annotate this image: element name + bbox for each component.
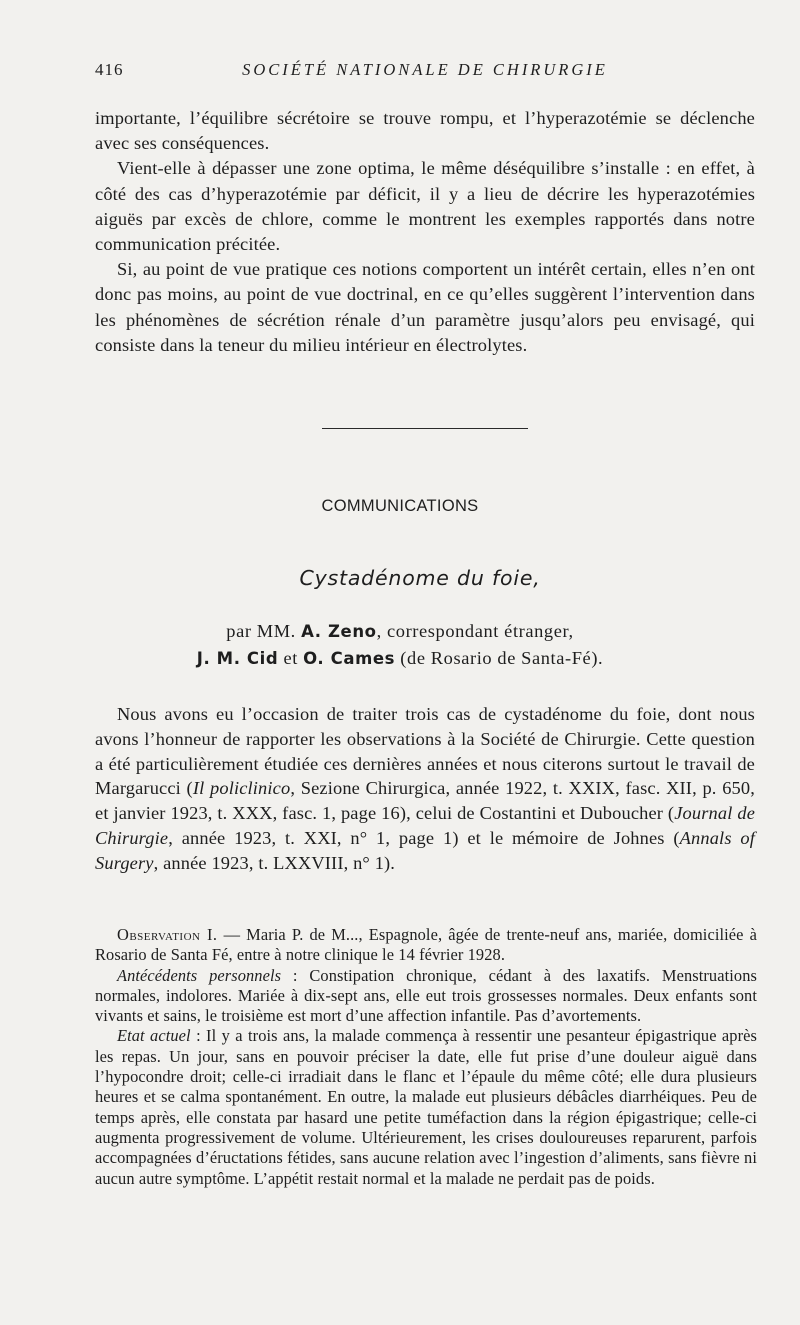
reference-journal-de-chirurgie: Journal de Chirurgie: [95, 803, 756, 848]
main-paragraph: [95, 702, 755, 876]
etat-actuel-label: Etat actuel: [117, 1026, 191, 1046]
main-text-part-3: , année 1923, t. XXI, n° 1, page 1) et le mémoire de Johnes (: [168, 827, 680, 848]
authors-line-1: [0, 618, 800, 645]
antecedents-label: Antécédents personnels: [117, 965, 282, 985]
etat-actuel-text: : Il y a trois ans, la malade commença à ressentir une pesanteur épigastrique après les repas. Un jour, sans en pouvoir préciser la date, elle fut prise d’une douleur aiguë dans l’hypocondre droit; celle-ci irradiait dans le flanc et l’épaule du même côté; elle dura plusieurs heures et se calma spontanément. En outre, la malade eut plusieurs débâcles diarrhéiques. Peu de temps après, elle constata par hasard une petite tuméfaction dans la région épigastrique; celle-ci augmenta progressivement de volume. Ultérieurement, les crises douloureuses reparurent, parfois accompagnées d’éructations fétides, sans aucune relation avec l’ingestion d’aliments, sans fièvre ni aucun autre symptôme. L’appétit restait normal et la malade ne perdait pas de poids.: [95, 1026, 757, 1188]
authors-prefix: par MM.: [226, 621, 302, 641]
article-title: Cystadénome du foie,: [299, 566, 541, 590]
intro-paragraph-1: importante, l’équilibre sécrétoire se trouve rompu, et l’hyperazotémie se déclenche avec ses conséquences.: [95, 108, 755, 154]
author-name-zeno: A. Zeno: [301, 622, 377, 641]
article-authors: [0, 618, 800, 672]
intro-paragraph-2: Vient-elle à dépasser une zone optima, le même déséquilibre s’installe : en effet, à côté des cas d’hyperazotémie par déficit, il y a lieu de décrire les hyperazotémies aiguës par excès de chlore, comme le montrent les exemples rapportés dans notre communication précitée.: [95, 158, 755, 255]
page-header: [95, 60, 755, 84]
authors-affiliation-1: , correspondant étranger,: [376, 621, 574, 641]
main-text-part-4: , année 1923, t. LXXVIII, n° 1).: [153, 852, 396, 873]
section-divider: [322, 428, 528, 429]
main-text-part-2: , Sezione Chirurgica, année 1922, t. XXIX, fasc. XII, p. 650, et janvier 1923, t. XXX, fasc. 1, page 16), celui de Costantini et Duboucher (: [95, 778, 755, 824]
authors-line-2: [0, 645, 800, 672]
observation-etat-actuel: [95, 1026, 757, 1188]
observation-antecedents: [95, 966, 757, 1027]
main-text-part-1: Nous avons eu l’occasion de traiter trois cas de cystadénome du foie, dont nous avons l’honneur de rapporter les observations à la Société de Chirurgie. Cette question a été particulièrement étudiée ces dernières années et nous citerons surtout le travail de Margarucci (: [95, 704, 755, 799]
authors-conjunction: et: [278, 648, 304, 668]
intro-paragraph-3: Si, au point de vue pratique ces notions comportent un intérêt certain, elles n’en ont donc pas moins, au point de vue doctrinal, en ce qu’elles suggèrent l’intervention dans les phénomènes de sécrétion rénale d’un paramètre jusqu’alors peu envisagé, qui consiste dans la teneur du milieu intérieur en électrolytes.: [95, 259, 755, 355]
antecedents-text: : Constipation chronique, cédant à des laxatifs. Menstruations normales, indolores. Mariée à dix-sept ans, elle eut trois grossesses normales. Deux enfants sont vivants et sains, le troisième est mort d’une affection infantile. Pas d’avortements.: [95, 965, 757, 1026]
author-name-cid: J. M. Cid: [196, 649, 279, 668]
author-name-cames: O. Cames: [303, 649, 396, 668]
intro-text: [95, 106, 755, 358]
authors-affiliation-2: (de Rosario de Santa-Fé).: [395, 648, 604, 668]
observation-block: [95, 925, 757, 1189]
reference-il-policlinico: Il policlinico: [192, 778, 291, 799]
reference-annals-of-surgery: Annals of Surgery: [95, 827, 755, 873]
page-number: 416: [95, 60, 124, 79]
main-text: [95, 702, 755, 876]
section-heading: COMMUNICATIONS: [321, 497, 479, 515]
observation-label: Observation I.: [117, 925, 218, 944]
observation-intro-text: — Maria P. de M..., Espagnole, âgée de trente-neuf ans, mariée, domiciliée à Rosario de Santa Fé, entre à notre clinique le 14 février 1928.: [95, 925, 757, 965]
running-title: SOCIÉTÉ NATIONALE DE CHIRURGIE: [242, 60, 608, 79]
observation-intro: [95, 925, 757, 966]
